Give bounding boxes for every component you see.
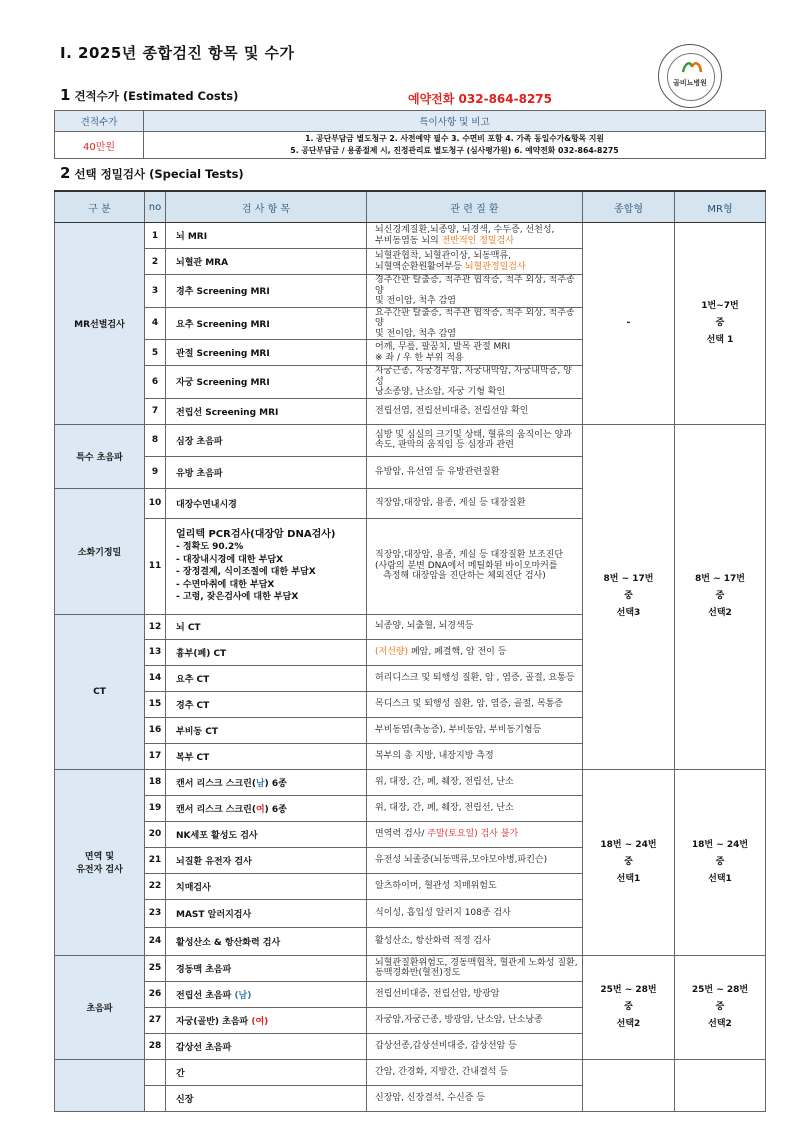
category-text: 면역 및 유전자 검사 — [76, 852, 123, 875]
row-item: 부비동 CT — [166, 717, 367, 743]
row-no: 1 — [145, 223, 166, 249]
row-no: 6 — [145, 366, 166, 399]
col-header-type-b: MR형 — [675, 191, 766, 223]
selection-cont-a — [583, 1059, 675, 1111]
row-no: 23 — [145, 899, 166, 927]
table-row — [55, 769, 766, 795]
disease-line — [375, 236, 579, 247]
row-item: 신장 — [166, 1085, 367, 1111]
row-disease: 목디스크 및 퇴행성 질환, 암, 염증, 골절, 목통증 — [367, 691, 583, 717]
category-ct: CT — [55, 614, 145, 769]
row-no: 7 — [145, 398, 166, 424]
row-disease: 허리디스크 및 퇴행성 질환, 암 , 염증, 골절, 요통등 — [367, 665, 583, 691]
selection-text: 18번 ~ 24번 중 선택1 — [600, 839, 657, 884]
row-no: 20 — [145, 821, 166, 847]
row-item — [166, 769, 367, 795]
disease-line: 심방 및 심실의 크기및 상태, 혈류의 움직이는 양과 — [375, 429, 572, 440]
row-no: 8 — [145, 424, 166, 456]
row-disease: 전립선염, 전립선비대증, 전립선암 확인 — [367, 398, 583, 424]
row-disease — [367, 340, 583, 366]
table-row — [55, 223, 766, 249]
selection-mr-a: - — [583, 223, 675, 425]
row-no: 4 — [145, 307, 166, 340]
row-no: 19 — [145, 795, 166, 821]
category-digestive: 소화기정밀 — [55, 488, 145, 614]
row-item: 경추 Screening MRI — [166, 275, 367, 308]
row-item: 갑상선 초음파 — [166, 1033, 367, 1059]
row-disease: 갑상선종,갑상선비대증, 갑상선암 등 — [367, 1033, 583, 1059]
note-line-2: 5. 공단부담금 / 용종절제 시, 진정관리료 별도청구 (심사평가원) 6. 예약전화 032-864-8275 — [290, 146, 619, 155]
disease-line: 뇌혈관협착, 뇌혈관이상, 뇌동맥류, — [375, 251, 512, 261]
disease-line: 및 전이암, 척추 감염 — [375, 328, 456, 339]
row-disease: 유방암, 유선염 등 유방관련질환 — [367, 456, 583, 488]
disease-line: 동맥경화반(혈전)정도 — [375, 968, 461, 978]
row-item: 전립선 Screening MRI — [166, 398, 367, 424]
disease-text: 면역력 검사/ — [375, 828, 428, 839]
item-text: ) 6종 — [264, 804, 287, 815]
row-item — [166, 795, 367, 821]
disease-highlight: 전반적인 정밀검사 — [441, 235, 515, 246]
row-no: 17 — [145, 743, 166, 769]
row-no: 9 — [145, 456, 166, 488]
estimate-table — [54, 110, 766, 159]
category-ultra-special: 특수 초음파 — [55, 424, 145, 488]
row-no: 22 — [145, 873, 166, 899]
section2-number: 2 — [60, 164, 71, 182]
item-gender: 남 — [255, 778, 265, 789]
row-item — [166, 518, 367, 614]
row-disease — [367, 366, 583, 399]
row-item: 활성산소 & 항산화력 검사 — [166, 927, 367, 955]
hospital-logo — [658, 44, 722, 108]
logo-leaf-icon — [681, 59, 703, 75]
row-no: 28 — [145, 1033, 166, 1059]
disease-line: 요추간판 탈출증, 척추관 협착증, 척추 외상, 척추종양 — [375, 307, 575, 328]
disease-line: (사람의 분변 DNA에서 메틸화된 바이오마커를 — [375, 560, 558, 571]
disease-line: 낭소종양, 난소암, 자궁 기형 확인 — [375, 387, 506, 397]
row-disease: 부비동염(축농증), 부비동암, 부비동기형등 — [367, 717, 583, 743]
row-item — [166, 1007, 367, 1033]
row-item: 경동맥 초음파 — [166, 955, 367, 981]
table-row — [55, 1059, 766, 1085]
section1-title: 견적수가 (Estimated Costs) — [74, 89, 239, 103]
category-immune — [55, 769, 145, 955]
row-item: 관절 Screening MRI — [166, 340, 367, 366]
logo-name: 골비뇨병원 — [673, 79, 707, 87]
row-no: 11 — [145, 518, 166, 614]
table-row — [55, 955, 766, 981]
disease-line: 속도, 판막의 움직임 등 심장과 관련 — [375, 440, 514, 450]
disease-line: 경추간판 탈출증, 척추관 협착증, 척추 외상, 척추종양 — [375, 275, 575, 296]
disease-line — [375, 262, 579, 273]
row-disease: 자궁암,자궁근종, 방광암, 난소암, 난소낭종 — [367, 1007, 583, 1033]
row-disease: 신장암, 신장결석, 수신증 등 — [367, 1085, 583, 1111]
disease-line: 자궁근종, 자궁경부암, 자궁내막암, 자궁내막증, 양성 — [375, 366, 572, 387]
row-disease: 위, 대장, 간, 폐, 췌장, 전립선, 난소 — [367, 795, 583, 821]
row-item: 대장수면내시경 — [166, 488, 367, 518]
notes-cell — [144, 132, 766, 159]
row-no — [145, 1085, 166, 1111]
row-item: 자궁 Screening MRI — [166, 366, 367, 399]
row-disease: 알츠하이머, 혈관성 치매위험도 — [367, 873, 583, 899]
page-title: Ⅰ. 2025년 종합검진 항목 및 수가 — [60, 44, 295, 62]
item-gender: (남) — [234, 990, 252, 1001]
estimate-header: 견적수가 — [55, 111, 144, 132]
row-disease — [367, 639, 583, 665]
row-disease: 식이성, 흡입성 알러지 108종 검사 — [367, 899, 583, 927]
item-sub: - 장정결제, 식이조절에 대한 부담X — [176, 567, 316, 577]
selection-text: 18번 ~ 24번 중 선택1 — [691, 839, 749, 884]
special-tests-table — [54, 190, 766, 1112]
row-item: 흉부(폐) CT — [166, 639, 367, 665]
category-mr: MR선별검사 — [55, 223, 145, 425]
row-item: 치매검사 — [166, 873, 367, 899]
row-item — [166, 981, 367, 1007]
section1-number: 1 — [60, 86, 71, 104]
row-disease — [367, 275, 583, 308]
col-header-no: no — [145, 191, 166, 223]
disease-line: 직장암,대장암, 용종, 게실 등 대장질환 보조진단 — [375, 550, 564, 561]
disease-line: 어깨, 무릎, 팔꿈치, 발목 관절 MRI — [375, 342, 511, 352]
disease-text: 부비동염동 뇌의 — [375, 235, 442, 246]
item-sub: - 고령, 잦은검사에 대한 부담X — [176, 592, 299, 602]
disease-line: ※ 좌 / 우 한 부위 적용 — [375, 352, 464, 363]
category-ultra: 초음파 — [55, 955, 145, 1059]
table-row — [55, 424, 766, 456]
row-item: 간 — [166, 1059, 367, 1085]
row-item: 복부 CT — [166, 743, 367, 769]
row-item: 유방 초음파 — [166, 456, 367, 488]
disease-highlight: 주말(토요일) 검사 불가 — [427, 828, 519, 839]
disease-highlight: (저선량) — [375, 646, 409, 657]
row-item: 경추 CT — [166, 691, 367, 717]
selection-g2-a — [583, 424, 675, 769]
row-no: 25 — [145, 955, 166, 981]
row-disease: 위, 대장, 간, 폐, 췌장, 전립선, 난소 — [367, 769, 583, 795]
row-no: 2 — [145, 249, 166, 275]
row-disease: 직장암,대장암, 용종, 게실 등 대장질환 — [367, 488, 583, 518]
selection-g4-a — [583, 955, 675, 1059]
row-item: 뇌 CT — [166, 614, 367, 639]
col-header-item: 검 사 항 목 — [166, 191, 367, 223]
selection-g2-b — [675, 424, 766, 769]
row-no: 15 — [145, 691, 166, 717]
item-sub: - 정확도 90.2% — [176, 542, 244, 552]
section2-title: 선택 정밀검사 (Special Tests) — [74, 167, 244, 181]
item-text: 캔서 리스크 스크린( — [176, 778, 256, 789]
row-no: 27 — [145, 1007, 166, 1033]
item-gender: (여) — [251, 1016, 269, 1027]
row-disease: 유전성 뇌졸중(뇌동맥류,모야모야병,파킨슨) — [367, 847, 583, 873]
row-disease — [367, 821, 583, 847]
row-item: 심장 초음파 — [166, 424, 367, 456]
section2-heading — [60, 164, 244, 182]
row-item: MAST 알러지검사 — [166, 899, 367, 927]
disease-line: 및 전이암, 척추 감염 — [375, 296, 456, 306]
row-disease: 전립선비대증, 전립선암, 방광암 — [367, 981, 583, 1007]
item-title: 얼리텍 PCR검사(대장암 DNA검사) — [176, 528, 336, 540]
selection-cont-b — [675, 1059, 766, 1111]
selection-text: 25번 ~ 28번 중 선택2 — [691, 984, 749, 1029]
col-header-disease: 관 련 질 환 — [367, 191, 583, 223]
row-disease — [367, 518, 583, 614]
row-item: 요추 CT — [166, 665, 367, 691]
row-no: 24 — [145, 927, 166, 955]
estimate-price: 40만원 — [55, 132, 144, 159]
item-sub: - 수면마취에 대한 부담X — [176, 579, 275, 590]
row-no: 16 — [145, 717, 166, 743]
selection-text: 8번 ~ 17번 중 선택3 — [603, 574, 654, 618]
row-disease: 간암, 간경화, 지방간, 간내결석 등 — [367, 1059, 583, 1085]
selection-text: 25번 ~ 28번 중 선택2 — [600, 984, 657, 1029]
item-text: 캔서 리스크 스크린( — [176, 804, 256, 815]
row-no — [145, 1059, 166, 1085]
row-no: 14 — [145, 665, 166, 691]
disease-highlight: 뇌혈관정밀검사 — [464, 261, 526, 272]
selection-g3-b — [675, 769, 766, 955]
row-disease: 복부의 총 지방, 내장지방 측정 — [367, 743, 583, 769]
row-disease: 활성산소, 항산화력 적정 검사 — [367, 927, 583, 955]
row-no: 12 — [145, 614, 166, 639]
row-no: 26 — [145, 981, 166, 1007]
row-item: 뇌질환 유전자 검사 — [166, 847, 367, 873]
row-item: 뇌혈관 MRA — [166, 249, 367, 275]
col-header-type-a: 종합형 — [583, 191, 675, 223]
row-item: 뇌 MRI — [166, 223, 367, 249]
item-text: 자궁(골반) 초음파 — [176, 1016, 252, 1027]
selection-g4-b — [675, 955, 766, 1059]
row-item: 요추 Screening MRI — [166, 307, 367, 340]
selection-g3-a — [583, 769, 675, 955]
reservation-phone: 예약전화 032-864-8275 — [408, 92, 553, 106]
selection-text: 1번~7번 중 선택 1 — [701, 300, 739, 345]
category-continued — [55, 1059, 145, 1111]
item-text: 전립선 초음파 — [176, 990, 235, 1001]
disease-text: 폐암, 폐결핵, 암 전이 등 — [408, 646, 507, 657]
row-no: 21 — [145, 847, 166, 873]
item-gender: 여 — [255, 804, 265, 815]
row-disease — [367, 955, 583, 981]
row-disease — [367, 249, 583, 275]
selection-text: 8번 ~ 17번 중 선택2 — [695, 574, 745, 618]
section1-heading — [60, 86, 238, 104]
item-sub: - 대장내시경에 대한 부담X — [176, 554, 284, 565]
row-no: 3 — [145, 275, 166, 308]
row-item: NK세포 활성도 검사 — [166, 821, 367, 847]
row-disease — [367, 424, 583, 456]
row-disease: 뇌종양, 뇌출혈, 뇌경색등 — [367, 614, 583, 639]
row-no: 10 — [145, 488, 166, 518]
disease-line: 측정해 대장암을 진단하는 체외진단 검사) — [383, 571, 546, 582]
disease-line: 뇌신경계질환,뇌종양, 뇌경색, 수두증, 선천성, — [375, 225, 555, 235]
row-disease — [367, 223, 583, 249]
row-disease — [367, 307, 583, 340]
notes-header: 특이사항 및 비고 — [144, 111, 766, 132]
item-text: ) 6종 — [264, 778, 287, 789]
col-header-category: 구 분 — [55, 191, 145, 223]
disease-text: 뇌혈액순환원활여부등 — [375, 261, 465, 272]
row-no: 13 — [145, 639, 166, 665]
selection-mr-b — [675, 223, 766, 425]
row-no: 5 — [145, 340, 166, 366]
note-line-1: 1. 공단부담금 별도청구 2. 사전예약 필수 3. 수면비 포함 4. 가족 동일수가&항목 지원 — [305, 134, 604, 143]
row-no: 18 — [145, 769, 166, 795]
disease-line: 뇌혈관질환위험도, 경동맥협착, 혈관게 노화성 질환, — [375, 957, 578, 968]
